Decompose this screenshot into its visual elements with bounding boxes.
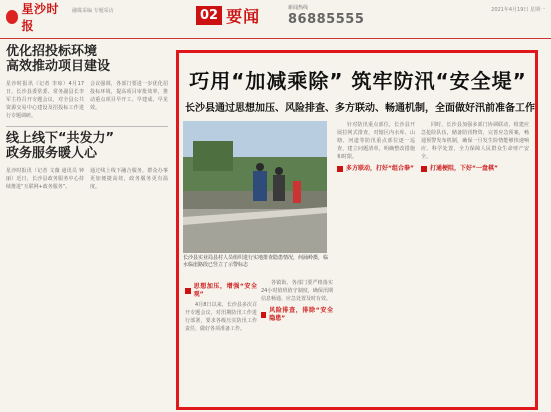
article-title-line: 优化招投标环境 [6, 44, 98, 59]
square-bullet-icon [185, 288, 191, 294]
article-body: 会议强调，各部门要进一步优化招投标环境，提高项目审批效率，推动重点项目早开工、早建成、早见效。 [90, 81, 168, 111]
article-body: 通过线上线下融合服务，群众办事更加便捷高效，政务服务更有温度。 [90, 168, 168, 190]
article-body: 星沙时报讯（记者 李琼）4月17日，长沙县委常委、常务副县长李军主持召开专题会议，对全县公共资源交易中心建设及招投标工作进行专题调研。 [6, 81, 84, 119]
article-paragraph: 同时，长沙县加强多部门协调联动，组建应急抢险队伍，储备防汛物资，完善应急预案，畅通预警发布机制，确保一旦发生险情能够快速响应、科学处置，全力保障人民群众生命财产安全。 [421, 122, 529, 160]
hotline-number: 86885555 [288, 12, 365, 27]
section-subhead [261, 307, 333, 323]
masthead-title: 星沙时报 [21, 2, 59, 33]
subhead-text: 多方联动，打好“组合拳” [346, 165, 414, 172]
subhead-text: 风险排查，排除“安全隐患” [269, 307, 333, 322]
article-title-line: 线上线下“共发力” [6, 131, 115, 146]
issue-date: 2021年4月19日 星期一 [491, 7, 545, 13]
featured-column [185, 279, 257, 409]
article-title-line: 政务服务暖人心 [6, 146, 98, 161]
square-bullet-icon [337, 166, 343, 172]
section-marker [196, 4, 260, 27]
section-subhead [185, 283, 257, 299]
article-body: 星沙时报讯（记者 文薇 通讯员 钟丽）近日，长沙县政务服务中心持续推进“互联网+政务服务”。 [6, 168, 84, 190]
article-paragraph: 各镇街、各部门要严格落实24小时值班值守制度，确保汛期信息畅通、应急处置及时有效。 [261, 280, 333, 302]
article-paragraph: 针对防汛重点部位，长沙县开展拉网式排查，对辖区内水库、山塘、河道等防汛重点部位逐一巡查，建立问题清单，明确整改措施和时限。 [337, 122, 415, 160]
section-subhead [421, 165, 529, 173]
subhead-text: 打通梗阻，下好“一盘棋” [430, 165, 498, 172]
featured-column [421, 121, 529, 409]
article-paragraph: 4月8日以来，长沙县多次召开专题会议，对汛期防汛工作进行部署，要求各级压实防汛工作责任，做好各项准备工作。 [185, 302, 257, 332]
hotline-label: 新闻热线 [288, 5, 309, 11]
page-header [0, 0, 551, 39]
flood-inspection-photo [183, 121, 327, 253]
square-bullet-icon [421, 166, 427, 172]
masthead-logo [6, 2, 66, 33]
photo-caption: 长沙县实业局县村人员组织进行实地排查隐患情况，何涌岭摄，临水临崖路段已竖立了示警标志 [183, 255, 329, 268]
featured-column [261, 279, 333, 409]
featured-subheadline: 长沙县通过思想加压、风险排查、多方联动、畅通机制，全面做好汛前准备工作 [185, 103, 535, 114]
subhead-text: 思想加压，增强“安全观” [193, 283, 257, 298]
page-number: 02 [196, 6, 222, 25]
featured-article[interactable] [176, 50, 538, 410]
section-subhead [337, 165, 415, 173]
article-title-line: 高效推动项目建设 [6, 59, 111, 74]
article-bidding [6, 44, 168, 120]
featured-headline: 巧用“加减乘除” 筑牢防汛“安全堤” [189, 69, 527, 93]
left-column [6, 44, 168, 408]
square-bullet-icon [261, 312, 266, 318]
article-divider [6, 126, 168, 127]
section-title: 要闻 [226, 7, 261, 26]
header-small-text: 融媒采编 专题采访 [72, 8, 114, 14]
featured-column [337, 121, 415, 409]
red-circle-logo-icon [6, 10, 18, 24]
article-gov-service [6, 131, 168, 191]
